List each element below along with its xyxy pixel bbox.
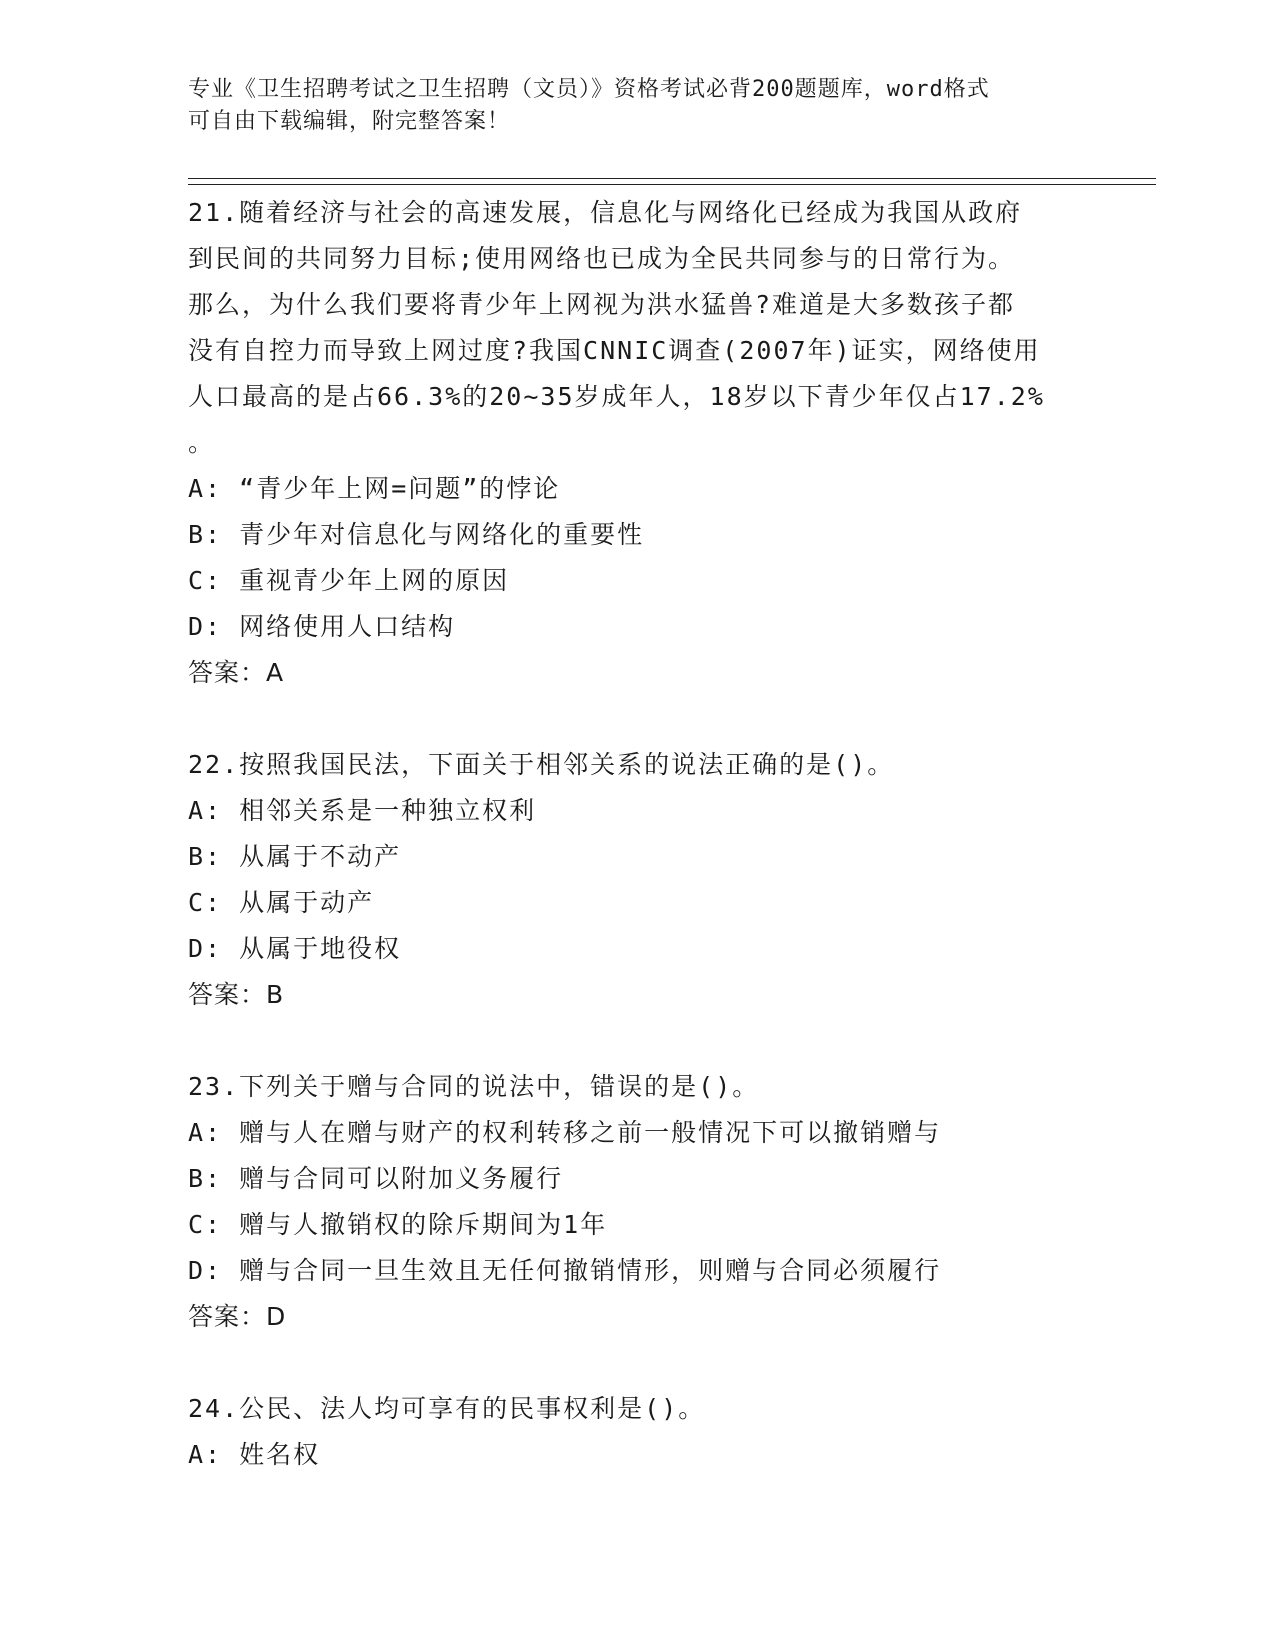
question-23 [188, 1064, 1088, 1340]
option-b: B: 青少年对信息化与网络化的重要性 [188, 520, 645, 549]
question-21 [188, 190, 1088, 696]
question-stem [188, 1386, 1088, 1432]
stem-line: 24.公民、法人均可享有的民事权利是()。 [188, 1394, 706, 1423]
option-c: C: 重视青少年上网的原因 [188, 566, 510, 595]
option-b: B: 赠与合同可以附加义务履行 [188, 1164, 564, 1193]
question-list [188, 190, 1088, 1524]
header-line-1: 专业《卫生招聘考试之卫生招聘（文员）》资格考试必背200题题库，word格式 [188, 77, 990, 102]
option-a: A: 赠与人在赠与财产的权利转移之前一般情况下可以撤销赠与 [188, 1118, 942, 1147]
question-stem [188, 1064, 1088, 1110]
stem-line: 21.随着经济与社会的高速发展，信息化与网络化已经成为我国从政府 [188, 198, 1023, 227]
stem-line: 人口最高的是占66.3%的20~35岁成年人，18岁以下青少年仅占17.2% [188, 382, 1045, 411]
stem-line: 到民间的共同努力目标;使用网络也已成为全民共同参与的日常行为。 [188, 244, 1016, 273]
option-c: C: 赠与人撤销权的除斥期间为1年 [188, 1210, 608, 1239]
document-header [188, 74, 1088, 138]
option-a: A: “青少年上网=问题”的悖论 [188, 474, 561, 503]
question-stem [188, 190, 1088, 466]
option-a: A: 相邻关系是一种独立权利 [188, 796, 537, 825]
stem-line: 那么，为什么我们要将青少年上网视为洪水猛兽?难道是大多数孩子都 [188, 290, 1016, 319]
option-b: B: 从属于不动产 [188, 842, 402, 871]
stem-line: 没有自控力而导致上网过度?我国CNNIC调查(2007年)证实，网络使用 [188, 336, 1041, 365]
option-a: A: 姓名权 [188, 1440, 321, 1469]
question-stem [188, 742, 1088, 788]
option-d: D: 从属于地役权 [188, 934, 402, 963]
option-d: D: 赠与合同一旦生效且无任何撤销情形，则赠与合同必须履行 [188, 1256, 942, 1285]
answer: 答案：D [188, 1302, 287, 1331]
question-24 [188, 1386, 1088, 1478]
stem-line: 22.按照我国民法，下面关于相邻关系的说法正确的是()。 [188, 750, 895, 779]
header-line-2: 可自由下载编辑，附完整答案！ [188, 109, 511, 134]
question-22 [188, 742, 1088, 1018]
option-c: C: 从属于动产 [188, 888, 375, 917]
answer: 答案：B [188, 980, 285, 1009]
stem-line: 。 [188, 428, 216, 457]
header-rule-bottom [188, 184, 1156, 185]
header-rule-top [188, 178, 1156, 179]
option-d: D: 网络使用人口结构 [188, 612, 456, 641]
stem-line: 23.下列关于赠与合同的说法中，错误的是()。 [188, 1072, 760, 1101]
answer: 答案：A [188, 658, 285, 687]
